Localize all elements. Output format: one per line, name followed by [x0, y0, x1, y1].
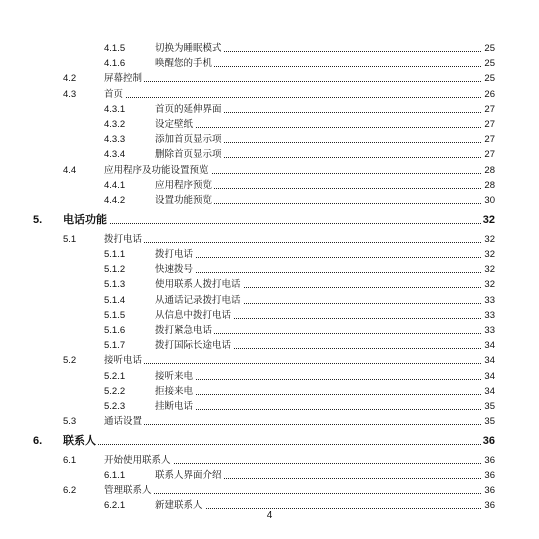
toc-entry-number: 4.1.6	[104, 58, 126, 70]
toc-entry-title: 从信息中拨打电话	[155, 309, 232, 321]
toc-entry[interactable]	[0, 469, 539, 483]
toc-entry-number: 5.1.4	[104, 294, 126, 306]
toc-entry-title: 管理联系人	[104, 485, 152, 497]
toc-entry-number: 5.1.7	[104, 340, 126, 352]
toc-entry-title: 首页	[104, 88, 124, 100]
toc-entry-number: 5.1	[63, 233, 77, 245]
toc-entry[interactable]	[0, 72, 539, 86]
toc-entry-title: 应用程序预览	[155, 179, 213, 191]
toc-entry-page: 32	[482, 214, 495, 227]
toc-entry-number: 5.2.3	[104, 400, 126, 412]
toc-entry-page: 25	[484, 43, 495, 54]
toc-entry-title: 从通话记录拨打电话	[155, 294, 241, 306]
toc-entry-title: 唤醒您的手机	[155, 58, 213, 70]
toc-entry[interactable]	[0, 194, 539, 208]
toc-entry-number: 5.1.1	[104, 248, 126, 260]
toc-dot-leader	[104, 97, 495, 98]
toc-entry-title: 设定壁纸	[155, 119, 194, 130]
toc-entry-title: 使用联系人拨打电话	[155, 279, 241, 291]
toc-entry[interactable]	[0, 294, 539, 308]
toc-entry-title: 拨打电话	[155, 248, 194, 260]
toc-entry[interactable]	[0, 324, 539, 338]
toc-dot-leader	[155, 508, 495, 509]
toc-dot-leader	[104, 493, 495, 494]
toc-entry-number: 5.1.2	[104, 264, 126, 276]
toc-entry-page: 34	[484, 370, 495, 382]
toc-dot-leader	[63, 444, 495, 445]
toc-entry-page: 27	[484, 119, 495, 130]
toc-entry-title: 快速拨号	[155, 264, 194, 276]
toc-dot-leader	[155, 394, 495, 395]
toc-entry-page: 27	[484, 103, 495, 115]
toc-entry-page: 28	[484, 164, 495, 176]
toc-entry-page: 36	[484, 470, 495, 481]
toc-entry-page: 26	[484, 88, 495, 100]
toc-dot-leader	[104, 424, 495, 425]
toc-entry-number: 5.1.3	[104, 279, 126, 291]
toc-entry-title: 拨打电话	[104, 233, 143, 245]
toc-entry-number: 4.1.5	[104, 43, 126, 54]
toc-entry-number: 5.1.6	[104, 324, 126, 336]
toc-entry-page: 30	[484, 195, 495, 206]
toc-entry[interactable]	[0, 309, 539, 323]
toc-entry-page: 34	[484, 385, 495, 397]
toc-dot-leader	[155, 127, 495, 128]
toc-entry-page: 35	[484, 416, 495, 428]
toc-entry-page: 36	[482, 435, 495, 448]
toc-entry-number: 4.3.2	[104, 119, 126, 130]
toc-entry[interactable]	[0, 278, 539, 292]
toc-entry-number: 4.3.4	[104, 149, 126, 161]
toc-entry-title: 联系人	[63, 434, 96, 448]
toc-entry[interactable]	[0, 213, 539, 227]
toc-entry[interactable]	[0, 385, 539, 399]
toc-entry-page: 32	[484, 248, 495, 260]
toc-entry-number: 4.4	[63, 164, 77, 176]
toc-entry[interactable]	[0, 454, 539, 468]
toc-dot-leader	[63, 223, 495, 224]
toc-entry-title: 拨打紧急电话	[155, 324, 213, 336]
toc-dot-leader	[104, 363, 495, 364]
toc-entry-page: 27	[484, 149, 495, 161]
toc-entry-title: 屏幕控制	[104, 73, 143, 85]
toc-entry-title: 接听来电	[155, 370, 194, 382]
toc-entry-title: 挂断电话	[155, 400, 194, 412]
toc-entry-page: 33	[484, 294, 495, 306]
toc-entry[interactable]	[0, 434, 539, 448]
toc-entry-number: 5.2	[63, 355, 77, 367]
toc-entry-page: 32	[484, 264, 495, 276]
toc-entry-number: 4.4.1	[104, 179, 126, 191]
toc-entry-number: 6.2	[63, 485, 77, 497]
toc-entry[interactable]	[0, 164, 539, 178]
toc-entry-page: 36	[484, 500, 495, 512]
toc-entry-number: 4.3.1	[104, 103, 126, 115]
toc-entry-page: 25	[484, 73, 495, 85]
toc-entry[interactable]	[0, 148, 539, 162]
toc-entry-page: 27	[484, 134, 495, 146]
toc-entry-page: 36	[484, 454, 495, 466]
toc-dot-leader	[104, 81, 495, 82]
toc-entry-title: 接听电话	[104, 355, 143, 367]
toc-entry-title: 删除首页显示项	[155, 149, 222, 161]
toc-entry-page: 33	[484, 324, 495, 336]
toc-entry[interactable]	[0, 339, 539, 353]
toc-entry[interactable]	[0, 57, 539, 71]
toc-entry-number: 5.3	[63, 416, 77, 428]
toc-entry-page: 28	[484, 179, 495, 191]
toc-entry-number: 6.2.1	[104, 500, 126, 512]
toc-entry-title: 拨打国际长途电话	[155, 340, 232, 352]
toc-entry[interactable]	[0, 354, 539, 368]
toc-dot-leader	[155, 409, 495, 410]
toc-entry[interactable]	[0, 415, 539, 429]
toc-entry-number: 6.1	[63, 454, 77, 466]
toc-entry[interactable]	[0, 133, 539, 147]
toc-entry-number: 4.2	[63, 73, 77, 85]
toc-entry-page: 33	[484, 309, 495, 321]
toc-entry[interactable]	[0, 118, 539, 132]
toc-entry-title: 首页的延伸界面	[155, 103, 222, 115]
toc-entry-title: 拒接来电	[155, 385, 194, 397]
toc-entry[interactable]	[0, 103, 539, 117]
toc-entry[interactable]	[0, 248, 539, 262]
toc-dot-leader	[155, 379, 495, 380]
toc-entry[interactable]	[0, 88, 539, 102]
toc-entry-title: 添加首页显示项	[155, 134, 222, 146]
toc-entry[interactable]	[0, 179, 539, 193]
toc-entry[interactable]	[0, 400, 539, 414]
toc-entry[interactable]	[0, 263, 539, 277]
toc-entry[interactable]	[0, 42, 539, 56]
toc-entry-number: 5.2.2	[104, 385, 126, 397]
toc-entry-title: 电话功能	[63, 213, 107, 227]
toc-dot-leader	[155, 257, 495, 258]
toc-entry-number: 5.1.5	[104, 309, 126, 321]
toc-entry-title: 设置功能预览	[155, 195, 213, 206]
toc-entry-page: 34	[484, 355, 495, 367]
toc-entry-number: 4.4.2	[104, 195, 126, 206]
toc-entry-title: 应用程序及功能设置预览	[104, 164, 209, 176]
toc-entry-number: 5.2.1	[104, 370, 126, 382]
toc-entry-title: 通话设置	[104, 416, 143, 428]
toc-entry-number: 4.3	[63, 88, 77, 100]
toc-entry-page: 35	[484, 400, 495, 412]
toc-entry-page: 32	[484, 279, 495, 291]
toc-entry-title: 切换为睡眠模式	[155, 43, 222, 54]
toc-entry-number: 4.3.3	[104, 134, 126, 146]
toc-entry-number: 5.	[33, 214, 43, 227]
toc-entry-page: 25	[484, 58, 495, 70]
toc-entry-number: 6.	[33, 435, 43, 448]
toc-entry-title: 新建联系人	[155, 500, 203, 512]
page-number: 4	[266, 510, 273, 521]
toc-entry-title: 联系人界面介绍	[155, 470, 222, 481]
toc-entry-number: 6.1.1	[104, 470, 126, 481]
toc-entry[interactable]	[0, 370, 539, 384]
toc-entry-page: 36	[484, 485, 495, 497]
toc-entry-page: 32	[484, 233, 495, 245]
toc-dot-leader	[155, 272, 495, 273]
toc-entry[interactable]	[0, 484, 539, 498]
toc-entry[interactable]	[0, 233, 539, 247]
toc-dot-leader	[104, 242, 495, 243]
toc-entry-title: 开始使用联系人	[104, 454, 171, 466]
toc-entry-page: 34	[484, 340, 495, 352]
